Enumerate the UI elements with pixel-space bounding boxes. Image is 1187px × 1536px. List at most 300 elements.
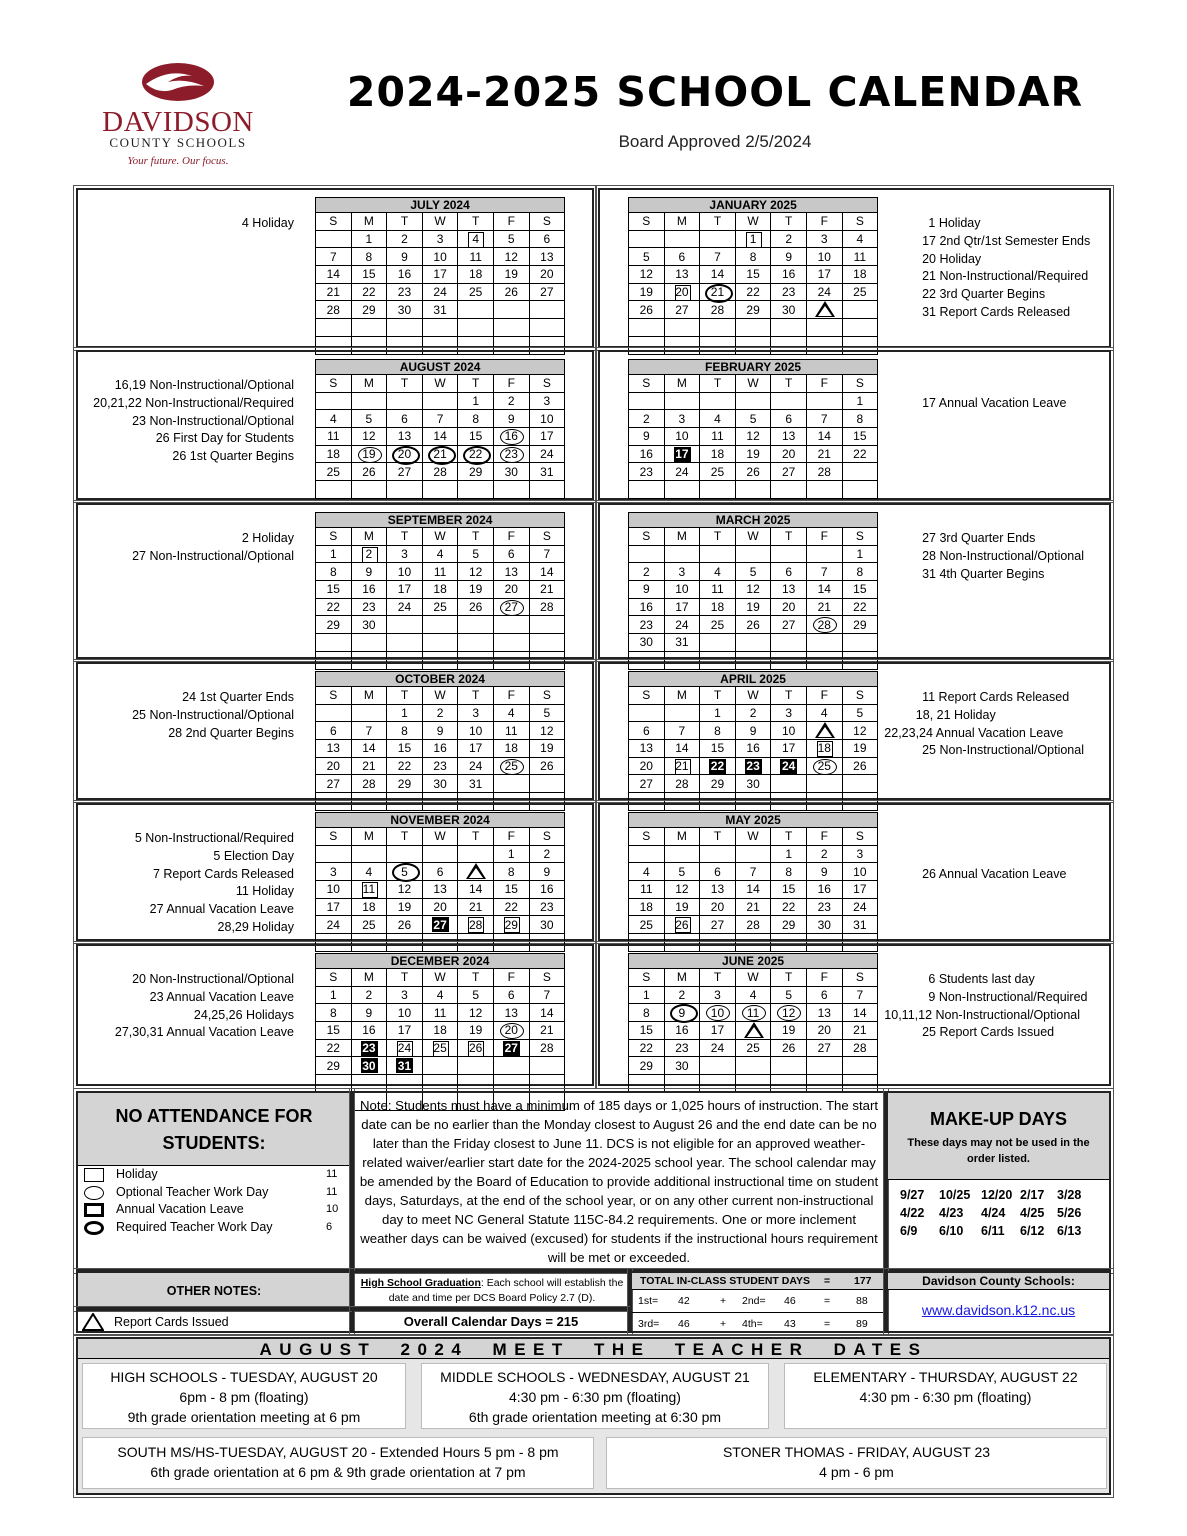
- day-cell: 3: [387, 545, 423, 563]
- day-cell: [458, 319, 494, 337]
- weekday-header: S: [529, 828, 565, 846]
- day-cell: 23: [529, 898, 565, 916]
- note-line: 18, 21 Holiday: [915, 707, 996, 722]
- marked-day-cell: 10: [700, 1004, 736, 1022]
- note-line: 26 First Day for Students: [155, 431, 294, 446]
- weekday-header: T: [700, 375, 736, 393]
- month-title: OCTOBER 2024: [316, 672, 565, 687]
- day-cell: 11: [700, 428, 736, 446]
- note-line: 25 Non-Instructional/Optional: [922, 743, 1084, 758]
- day-cell: 9: [771, 248, 807, 266]
- weekday-header: S: [629, 969, 665, 987]
- day-cell: 12: [529, 722, 565, 740]
- day-cell: 8: [493, 863, 529, 881]
- makeup-date: 5/26: [1057, 1206, 1082, 1220]
- weekday-header: M: [664, 375, 700, 393]
- weekday-header: M: [664, 687, 700, 705]
- total-cell: 1st=: [638, 1295, 659, 1307]
- month-title: NOVEMBER 2024: [316, 813, 565, 828]
- month-title: FEBRUARY 2025: [629, 360, 878, 375]
- day-cell: 3: [458, 704, 494, 722]
- day-cell: 28: [664, 775, 700, 793]
- day-cell: 16: [629, 445, 665, 463]
- day-cell: [529, 481, 565, 499]
- day-cell: 12: [387, 881, 423, 899]
- day-cell: 30: [629, 634, 665, 652]
- day-cell: [422, 1057, 458, 1075]
- left-notes: [80, 689, 294, 742]
- day-cell: 27: [387, 463, 423, 481]
- day-cell: 17: [842, 881, 878, 899]
- day-cell: 18: [422, 581, 458, 599]
- day-cell: [422, 845, 458, 863]
- day-cell: 15: [842, 581, 878, 599]
- day-cell: [735, 392, 771, 410]
- month-title: DECEMBER 2024: [316, 954, 565, 969]
- day-cell: [806, 634, 842, 652]
- day-cell: 20: [422, 898, 458, 916]
- marked-day-cell: 25: [422, 1039, 458, 1057]
- day-cell: 21: [529, 581, 565, 599]
- overall-days-text: Overall Calendar Days = 215: [403, 1314, 579, 1329]
- day-cell: [316, 845, 352, 863]
- day-cell: 8: [387, 722, 423, 740]
- day-cell: [529, 1075, 565, 1093]
- makeup-subtitle: These days may not be used in the order listed.: [907, 1137, 1090, 1165]
- day-cell: [351, 1075, 387, 1093]
- day-cell: 9: [351, 1004, 387, 1022]
- day-cell: [664, 319, 700, 337]
- day-cell: 22: [842, 598, 878, 616]
- month-calendar: [628, 512, 878, 670]
- marked-day-cell: 24: [387, 1039, 423, 1057]
- note-line: 7 Report Cards Released: [152, 866, 294, 881]
- day-cell: 22: [842, 445, 878, 463]
- day-cell: 10: [422, 248, 458, 266]
- day-cell: 2: [735, 704, 771, 722]
- day-cell: 5: [735, 563, 771, 581]
- day-cell: [842, 775, 878, 793]
- day-cell: [529, 319, 565, 337]
- weekday-header: T: [387, 828, 423, 846]
- day-cell: 19: [458, 581, 494, 599]
- day-cell: 17: [700, 1022, 736, 1040]
- day-cell: [735, 319, 771, 337]
- total-cell: 3rd=: [638, 1318, 660, 1330]
- day-cell: 7: [700, 248, 736, 266]
- note-line: 31 Report Cards Released: [922, 304, 1071, 319]
- weekday-header: T: [387, 375, 423, 393]
- day-cell: 28: [422, 463, 458, 481]
- note-line: 27,30,31 Annual Vacation Leave: [114, 1025, 294, 1040]
- day-cell: 27: [664, 301, 700, 319]
- weekday-header: W: [422, 375, 458, 393]
- day-cell: [493, 775, 529, 793]
- right-notes: [878, 689, 1108, 760]
- weekday-header: F: [806, 213, 842, 231]
- marked-day-cell: 20: [664, 283, 700, 301]
- weekday-header: M: [351, 687, 387, 705]
- weekday-header: S: [316, 969, 352, 987]
- totals-panel: [630, 1271, 886, 1333]
- day-cell: 4: [351, 863, 387, 881]
- day-cell: 9: [422, 722, 458, 740]
- day-cell: 28: [735, 916, 771, 934]
- makeup-date: 6/10: [939, 1224, 964, 1238]
- graduation-note: [352, 1271, 630, 1309]
- makeup-date: 4/23: [939, 1206, 964, 1220]
- vacation-box-icon: [84, 1203, 104, 1217]
- day-cell: 2: [771, 230, 807, 248]
- day-cell: 7: [806, 410, 842, 428]
- marked-day-cell: 22: [458, 445, 494, 463]
- makeup-dates: [900, 1186, 1105, 1240]
- day-cell: [422, 1075, 458, 1093]
- day-cell: 6: [422, 863, 458, 881]
- day-cell: 14: [842, 1004, 878, 1022]
- day-cell: [316, 481, 352, 499]
- day-cell: 7: [664, 722, 700, 740]
- day-cell: [771, 775, 807, 793]
- day-cell: 29: [316, 1057, 352, 1075]
- day-cell: 3: [422, 230, 458, 248]
- note-line: 28 Non-Instructional/Optional: [922, 548, 1084, 563]
- day-cell: 4: [806, 704, 842, 722]
- note-line: 27 Annual Vacation Leave: [149, 902, 294, 917]
- makeup-date: 4/25: [1020, 1206, 1045, 1220]
- day-cell: 26: [458, 598, 494, 616]
- day-cell: [664, 1075, 700, 1093]
- day-cell: 3: [387, 986, 423, 1004]
- weekday-header: T: [458, 828, 494, 846]
- marked-day-cell: 21: [422, 445, 458, 463]
- day-cell: 23: [629, 616, 665, 634]
- marked-day-cell: 23: [351, 1039, 387, 1057]
- meet-high-schools: [82, 1363, 406, 1429]
- day-cell: 26: [529, 757, 565, 775]
- day-cell: 1: [387, 704, 423, 722]
- weekday-header: W: [422, 969, 458, 987]
- weekday-header: S: [842, 528, 878, 546]
- day-cell: 26: [351, 463, 387, 481]
- note-line: 26 1st Quarter Begins: [172, 449, 294, 464]
- day-cell: 17: [387, 1022, 423, 1040]
- day-cell: 3: [771, 704, 807, 722]
- day-cell: 11: [422, 1004, 458, 1022]
- weekday-header: S: [529, 375, 565, 393]
- dcs-panel: [886, 1271, 1111, 1333]
- day-cell: 19: [771, 1022, 807, 1040]
- right-notes: [878, 215, 1108, 322]
- day-cell: [771, 1075, 807, 1093]
- day-cell: 8: [351, 248, 387, 266]
- other-notes-header: [76, 1271, 352, 1309]
- day-cell: 4: [629, 863, 665, 881]
- day-cell: [493, 616, 529, 634]
- note-line: [878, 377, 1108, 395]
- makeup-date: 6/11: [981, 1224, 1005, 1238]
- marked-day-cell: 27: [493, 1039, 529, 1057]
- day-cell: 1: [316, 986, 352, 1004]
- meet-south-line2: 6th grade orientation at 6 pm & 9th grade orientation at 7 pm: [150, 1464, 526, 1480]
- day-cell: [458, 1075, 494, 1093]
- day-cell: 23: [422, 757, 458, 775]
- meet-hs-line1: HIGH SCHOOLS - TUESDAY, AUGUST 20: [110, 1369, 378, 1385]
- day-cell: [458, 616, 494, 634]
- day-cell: 16: [664, 1022, 700, 1040]
- day-cell: 11: [316, 428, 352, 446]
- day-cell: 20: [806, 1022, 842, 1040]
- weekday-header: T: [700, 969, 736, 987]
- day-cell: 18: [422, 1022, 458, 1040]
- day-cell: 13: [700, 881, 736, 899]
- marked-day-cell: 26: [664, 916, 700, 934]
- weekday-header: S: [529, 687, 565, 705]
- day-cell: 5: [629, 248, 665, 266]
- day-cell: [806, 392, 842, 410]
- day-cell: 22: [493, 898, 529, 916]
- weekday-header: T: [771, 969, 807, 987]
- day-cell: 3: [664, 563, 700, 581]
- marked-day-cell: 1: [735, 230, 771, 248]
- weekday-header: T: [387, 213, 423, 231]
- month-calendar: [315, 359, 565, 499]
- day-cell: [629, 1075, 665, 1093]
- day-cell: [700, 1075, 736, 1093]
- weekday-header: F: [806, 687, 842, 705]
- note-line: 4 Holiday: [241, 216, 294, 230]
- day-cell: [458, 1057, 494, 1075]
- makeup-date: 4/24: [981, 1206, 1006, 1220]
- total-cell: 88: [856, 1295, 868, 1307]
- day-cell: 20: [771, 598, 807, 616]
- day-cell: [629, 392, 665, 410]
- logo-name: DAVIDSON: [102, 106, 254, 138]
- day-cell: [316, 230, 352, 248]
- day-cell: 21: [842, 1022, 878, 1040]
- day-cell: 7: [316, 248, 352, 266]
- month-calendar: [315, 953, 565, 1111]
- total-cell: 43: [784, 1318, 796, 1330]
- meet-hs-line3: 9th grade orientation meeting at 6 pm: [127, 1409, 361, 1425]
- day-cell: 7: [529, 986, 565, 1004]
- day-cell: 1: [700, 704, 736, 722]
- marked-day-cell: [458, 863, 494, 881]
- marked-day-cell: 18: [806, 740, 842, 758]
- day-cell: [316, 392, 352, 410]
- day-cell: 24: [806, 283, 842, 301]
- left-notes: [80, 377, 294, 466]
- day-cell: 28: [529, 1039, 565, 1057]
- day-cell: 23: [806, 898, 842, 916]
- day-cell: 29: [629, 1057, 665, 1075]
- day-cell: 26: [842, 757, 878, 775]
- day-cell: 17: [316, 898, 352, 916]
- day-cell: 14: [664, 740, 700, 758]
- day-cell: [493, 1075, 529, 1093]
- makeup-date: 3/28: [1057, 1188, 1082, 1202]
- day-cell: 19: [458, 1022, 494, 1040]
- weekday-header: W: [735, 969, 771, 987]
- month-title: JANUARY 2025: [629, 198, 878, 213]
- day-cell: [700, 230, 736, 248]
- day-cell: 24: [316, 916, 352, 934]
- makeup-panel: [886, 1091, 1111, 1271]
- marked-day-cell: 28: [458, 916, 494, 934]
- day-cell: [629, 230, 665, 248]
- marked-day-cell: 21: [664, 757, 700, 775]
- graduation-label: High School Graduation: [360, 1277, 481, 1289]
- marked-day-cell: 31: [387, 1057, 423, 1075]
- day-cell: 27: [771, 463, 807, 481]
- day-cell: 17: [422, 266, 458, 284]
- day-cell: 2: [664, 986, 700, 1004]
- day-cell: [493, 301, 529, 319]
- note-line: 5 Non-Instructional/Required: [134, 831, 294, 845]
- day-cell: [316, 1075, 352, 1093]
- day-cell: 24: [664, 616, 700, 634]
- day-cell: 20: [316, 757, 352, 775]
- total-cell: +: [720, 1318, 727, 1330]
- day-cell: 16: [806, 881, 842, 899]
- totals-title: TOTAL IN-CLASS STUDENT DAYS: [640, 1275, 810, 1287]
- day-cell: [664, 481, 700, 499]
- day-cell: 25: [700, 463, 736, 481]
- day-cell: 15: [771, 881, 807, 899]
- day-cell: 14: [458, 881, 494, 899]
- makeup-date: 6/12: [1020, 1224, 1045, 1238]
- makeup-date: 4/22: [900, 1206, 925, 1220]
- makeup-date: 2/17: [1020, 1188, 1045, 1202]
- weekday-header: S: [316, 828, 352, 846]
- day-cell: 6: [387, 410, 423, 428]
- day-cell: 22: [629, 1039, 665, 1057]
- note-line: 20 Non-Instructional/Optional: [132, 972, 294, 986]
- day-cell: 15: [351, 266, 387, 284]
- day-cell: 5: [842, 704, 878, 722]
- day-cell: 21: [806, 445, 842, 463]
- day-cell: 14: [529, 1004, 565, 1022]
- marked-day-cell: 27: [422, 916, 458, 934]
- report-cards-label: Report Cards Issued: [114, 1315, 229, 1329]
- day-cell: 15: [629, 1022, 665, 1040]
- marked-day-cell: 28: [806, 616, 842, 634]
- meet-middle-schools: [421, 1363, 769, 1429]
- day-cell: 8: [316, 563, 352, 581]
- day-cell: 28: [806, 463, 842, 481]
- day-cell: 13: [771, 581, 807, 599]
- day-cell: 19: [629, 283, 665, 301]
- marked-day-cell: 16: [493, 428, 529, 446]
- day-cell: 5: [735, 410, 771, 428]
- weekday-header: S: [629, 213, 665, 231]
- day-cell: 9: [493, 410, 529, 428]
- marked-day-cell: 19: [351, 445, 387, 463]
- day-cell: [700, 481, 736, 499]
- day-cell: 24: [842, 898, 878, 916]
- triangle-icon: [82, 1313, 104, 1331]
- page-title: 2024-2025 SCHOOL CALENDAR: [346, 68, 1084, 116]
- note-line: 21 Non-Instructional/Required: [922, 269, 1089, 284]
- day-cell: 5: [664, 863, 700, 881]
- day-cell: 27: [700, 916, 736, 934]
- day-cell: 17: [771, 740, 807, 758]
- day-cell: 12: [458, 1004, 494, 1022]
- day-cell: [771, 481, 807, 499]
- day-cell: [351, 704, 387, 722]
- day-cell: 13: [806, 1004, 842, 1022]
- day-cell: 9: [529, 863, 565, 881]
- weekday-header: T: [458, 375, 494, 393]
- no-attendance-subtitle: STUDENTS:: [162, 1133, 266, 1153]
- month-title: MAY 2025: [629, 813, 878, 828]
- month-calendar: [315, 512, 565, 670]
- day-cell: 18: [842, 266, 878, 284]
- day-cell: [664, 845, 700, 863]
- day-cell: [529, 634, 565, 652]
- day-cell: [458, 301, 494, 319]
- weekday-header: S: [529, 528, 565, 546]
- note-line: 22,23,24 Annual Vacation Leave: [884, 725, 1064, 740]
- day-cell: [387, 634, 423, 652]
- marked-day-cell: 12: [771, 1004, 807, 1022]
- note-panel: [352, 1091, 886, 1271]
- day-cell: 21: [458, 898, 494, 916]
- totals-value: 177: [854, 1275, 872, 1287]
- day-cell: 9: [629, 581, 665, 599]
- day-cell: [529, 616, 565, 634]
- day-cell: 15: [842, 428, 878, 446]
- day-cell: 28: [316, 301, 352, 319]
- marked-day-cell: 29: [493, 916, 529, 934]
- day-cell: 19: [529, 740, 565, 758]
- day-cell: [806, 1057, 842, 1075]
- day-cell: 14: [700, 266, 736, 284]
- month-title: JULY 2024: [316, 198, 565, 213]
- makeup-date: 6/9: [900, 1224, 918, 1238]
- note-line: 16,19 Non-Instructional/Optional: [114, 378, 294, 392]
- day-cell: [387, 392, 423, 410]
- weekday-header: W: [422, 828, 458, 846]
- day-cell: 16: [771, 266, 807, 284]
- day-cell: [664, 230, 700, 248]
- right-notes: [878, 830, 1108, 883]
- dcs-website-link[interactable]: www.davidson.k12.nc.us: [921, 1302, 1076, 1318]
- day-cell: 14: [422, 428, 458, 446]
- optional-circle-icon: [84, 1186, 104, 1200]
- day-cell: 1: [493, 845, 529, 863]
- day-cell: 24: [422, 283, 458, 301]
- day-cell: 2: [387, 230, 423, 248]
- weekday-header: W: [735, 213, 771, 231]
- day-cell: 3: [316, 863, 352, 881]
- day-cell: 29: [387, 775, 423, 793]
- day-cell: 23: [629, 463, 665, 481]
- weekday-header: F: [493, 528, 529, 546]
- day-cell: 19: [842, 740, 878, 758]
- weekday-header: W: [735, 528, 771, 546]
- weekday-header: F: [806, 375, 842, 393]
- day-cell: [529, 1057, 565, 1075]
- day-cell: [700, 634, 736, 652]
- day-cell: 9: [351, 563, 387, 581]
- day-cell: [629, 704, 665, 722]
- day-cell: [842, 634, 878, 652]
- weekday-header: F: [806, 528, 842, 546]
- logo-subtitle: COUNTY SCHOOLS: [109, 135, 247, 150]
- day-cell: 10: [458, 722, 494, 740]
- day-cell: [664, 704, 700, 722]
